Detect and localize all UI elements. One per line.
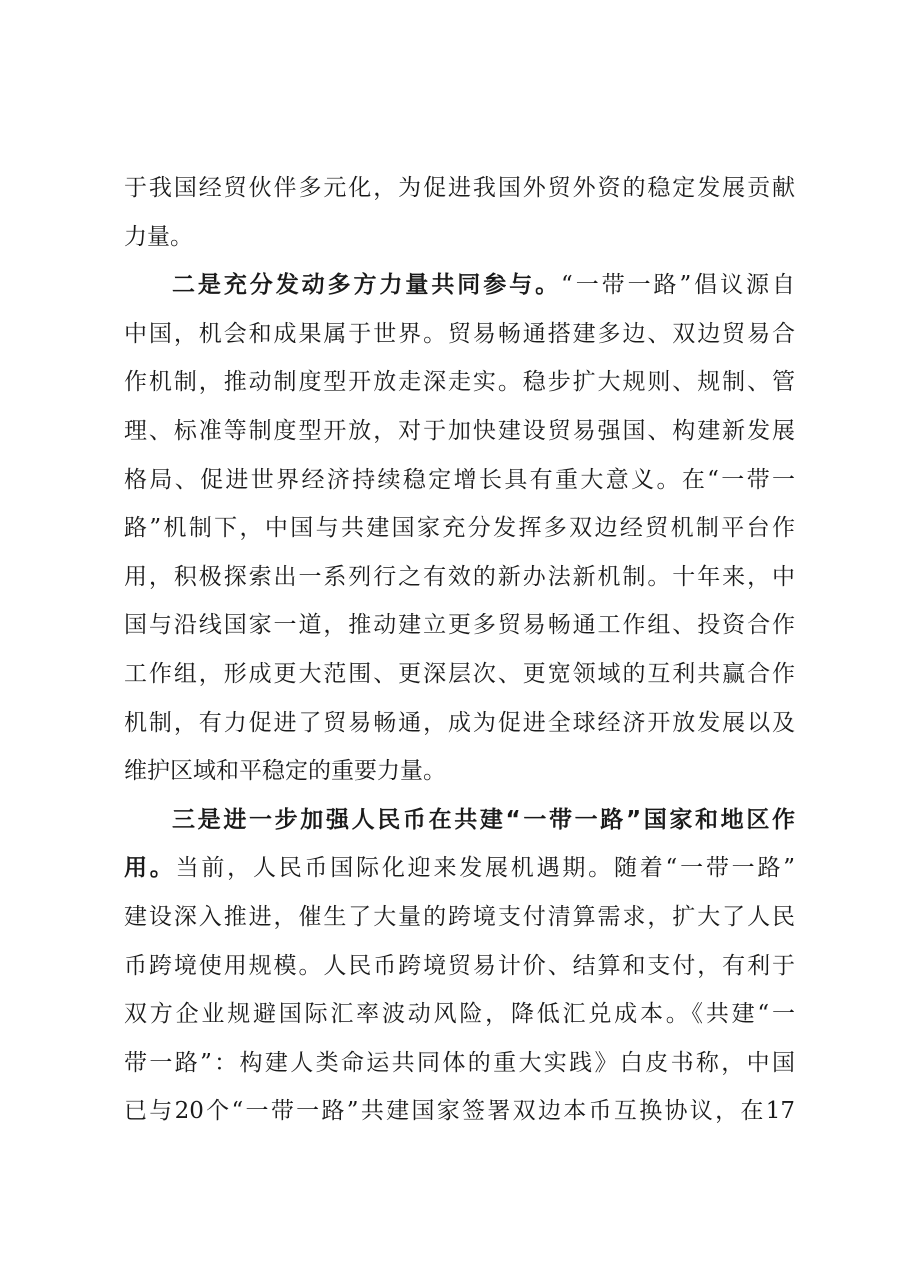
text-line: 建设深入推进，催生了大量的跨境支付清算需求，扩大了人民 — [124, 903, 795, 930]
text-line: 中国，机会和成果属于世界。贸易畅通搭建多边、双边贸易合 — [124, 320, 795, 347]
heading-point-two: 二是充分发动多方力量共同参与。 — [172, 272, 562, 299]
text-line: 维护区域和平稳定的重要力量。 — [124, 758, 446, 785]
text-line: 已与20个“一带一路”共建国家签署双边本币互换协议，在17 — [124, 1098, 795, 1125]
paragraph-3-lead-text: 当前，人民币国际化迎来发展机遇期。随着“一带一路” — [175, 855, 795, 882]
text-line: 路”机制下，中国与共建国家充分发挥多双边经贸机制平台作 — [124, 515, 795, 542]
text-line: 用，积极探索出一系列行之有效的新办法新机制。十年来，中 — [124, 563, 795, 590]
text-line: 双方企业规避国际汇率波动风险，降低汇兑成本。《共建“一 — [124, 1001, 795, 1028]
text-line: 带一路”：构建人类命运共同体的重大实践》白皮书称，中国 — [124, 1049, 795, 1076]
text-line: 理、标准等制度型开放，对于加快建设贸易强国、构建新发展 — [124, 417, 795, 444]
text-line: 币跨境使用规模。人民币跨境贸易计价、结算和支付，有利于 — [124, 952, 795, 979]
heading-point-three-end: 用。 — [124, 855, 176, 882]
text-line: 格局、促进世界经济持续稳定增长具有重大意义。在“一带一 — [124, 466, 795, 493]
paragraph-2-first-line — [124, 261, 795, 310]
heading-point-three: 三是进一步加强人民币在共建“一带一路”国家和地区作 — [172, 806, 795, 833]
paragraph-2-lead-text: “一带一路”倡议源自 — [561, 272, 795, 299]
text-line: 作机制，推动制度型开放走深走实。稳步扩大规则、规制、管 — [124, 369, 795, 396]
paragraph-3-second-line — [124, 844, 795, 893]
text-line: 工作组，形成更大范围、更深层次、更宽领域的互利共赢合作 — [124, 660, 795, 687]
text-line: 力量。 — [124, 223, 193, 250]
text-line: 于我国经贸伙伴多元化，为促进我国外贸外资的稳定发展贡献 — [124, 175, 795, 201]
document-body — [124, 164, 795, 1136]
text-line: 国与沿线国家一道，推动建立更多贸易畅通工作组、投资合作 — [124, 612, 795, 639]
text-line: 机制，有力促进了贸易畅通，成为促进全球经济开放发展以及 — [124, 709, 795, 736]
